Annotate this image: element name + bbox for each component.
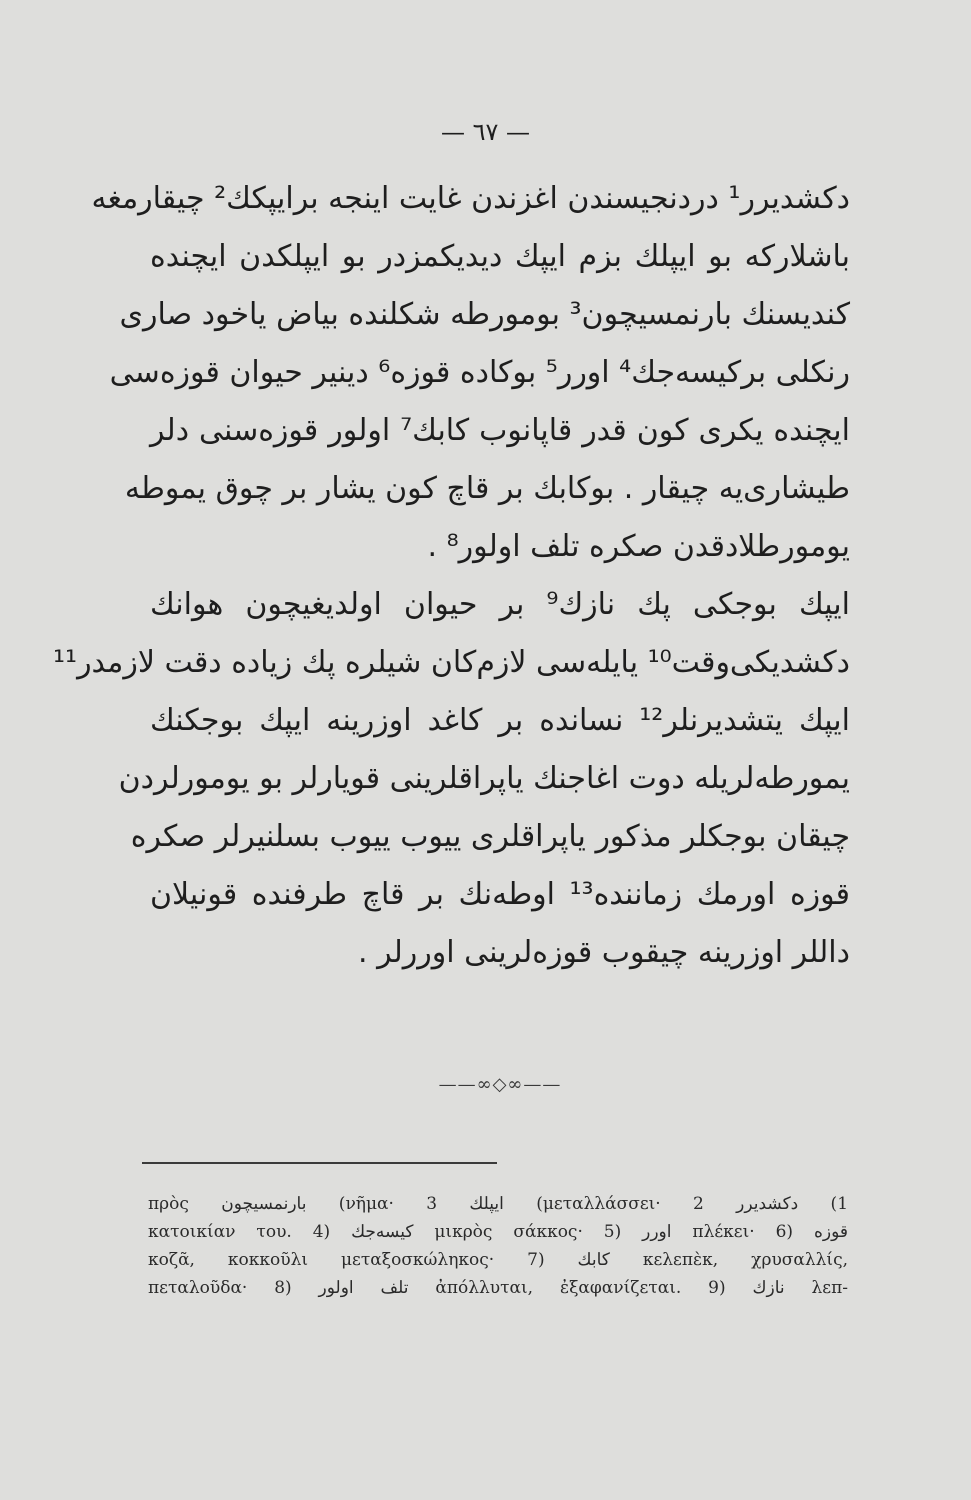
text-line: ايپك يتشديرنلر¹² نسانده بر كاغد اوزرينه ايپك بوجكنك	[150, 703, 850, 738]
ornament-divider: ——∞◇∞——	[438, 1074, 562, 1095]
body-text	[53, 170, 851, 982]
text-line: رنكلى بركيسه‌جك⁴ اورر⁵ بوكاده قوزه⁶ دينير حيوان قوزه‌سى	[109, 355, 850, 390]
page-number: — ٦٧ —	[440, 118, 531, 146]
text-line: يمورطه‌لريله دوت اغاجنك ياپراقلرينى قويارلر بو يومورلردن	[118, 761, 850, 796]
footnotes	[148, 1190, 848, 1302]
text-line: دكشديرر¹ دردنجيسندن اغزندن غايت اينجه برايپكك² چيقارمغه	[91, 181, 850, 216]
text-line: ايپك بوجكى پك نازك⁹ بر حيوان اولديغيچون هوانك	[150, 587, 850, 622]
footnote-line: κατοικίαν του. 4) كيسه‌جك μικρὸς σάκκος· 5) اورر πλέκει· 6) قوزه	[148, 1222, 848, 1242]
text-line: چيقان بوجكلر مذكور ياپراقلرى ييوب ييوب بسلنيرلر صكره	[130, 819, 850, 854]
footnote-line: 1) دكشديرر μεταλλάσσει· 2) ايپلك νῆμα· 3) بارنمسيچون πρὸς	[148, 1194, 849, 1214]
text-line: طيشارى‌يه چيقار . بوكابك بر قاچ كون يشار بر چوق يموطه	[124, 471, 850, 506]
footnote-line: κοζᾶ, κοκκοῦλι μεταξοσκώληκος· 7) كابك κελεπὲκ, χρυσαλλίς,	[148, 1250, 848, 1270]
footnote-line: πεταλοῦδα· 8) تلف اولور ἀπόλλυται, ἐξαφανίζεται. 9) نازك λεπ-	[148, 1278, 848, 1298]
text-line: كنديسنك بارنمسيچون³ بومورطه شكلنده بياض ياخود صارى	[119, 297, 850, 332]
text-line: داللر اوزرينه چيقوب قوزه‌لرينى اوررلر .	[358, 935, 850, 970]
text-line: يومورطلادقدن صكره تلف اولور⁸ .	[427, 529, 850, 564]
text-line: دكشديكى‌وقت¹⁰ يايله‌سى لازم‌كان شيلره پك زياده دقت لازمدر¹¹	[53, 645, 850, 680]
text-line: ايچنده يكرى كون قدر قاپانوب كابك⁷ اولور قوزه‌سنى دلر	[150, 413, 850, 448]
text-line: قوزه اورمك زماننده¹³ اوطه‌نك بر قاچ طرفنده قونيلان	[150, 877, 851, 912]
footnote-rule	[142, 1162, 497, 1164]
text-line: باشلارکه بو ايپلك بزم ايپك ديديكمزدر بو ايپلكدن ايچنده	[150, 239, 850, 274]
